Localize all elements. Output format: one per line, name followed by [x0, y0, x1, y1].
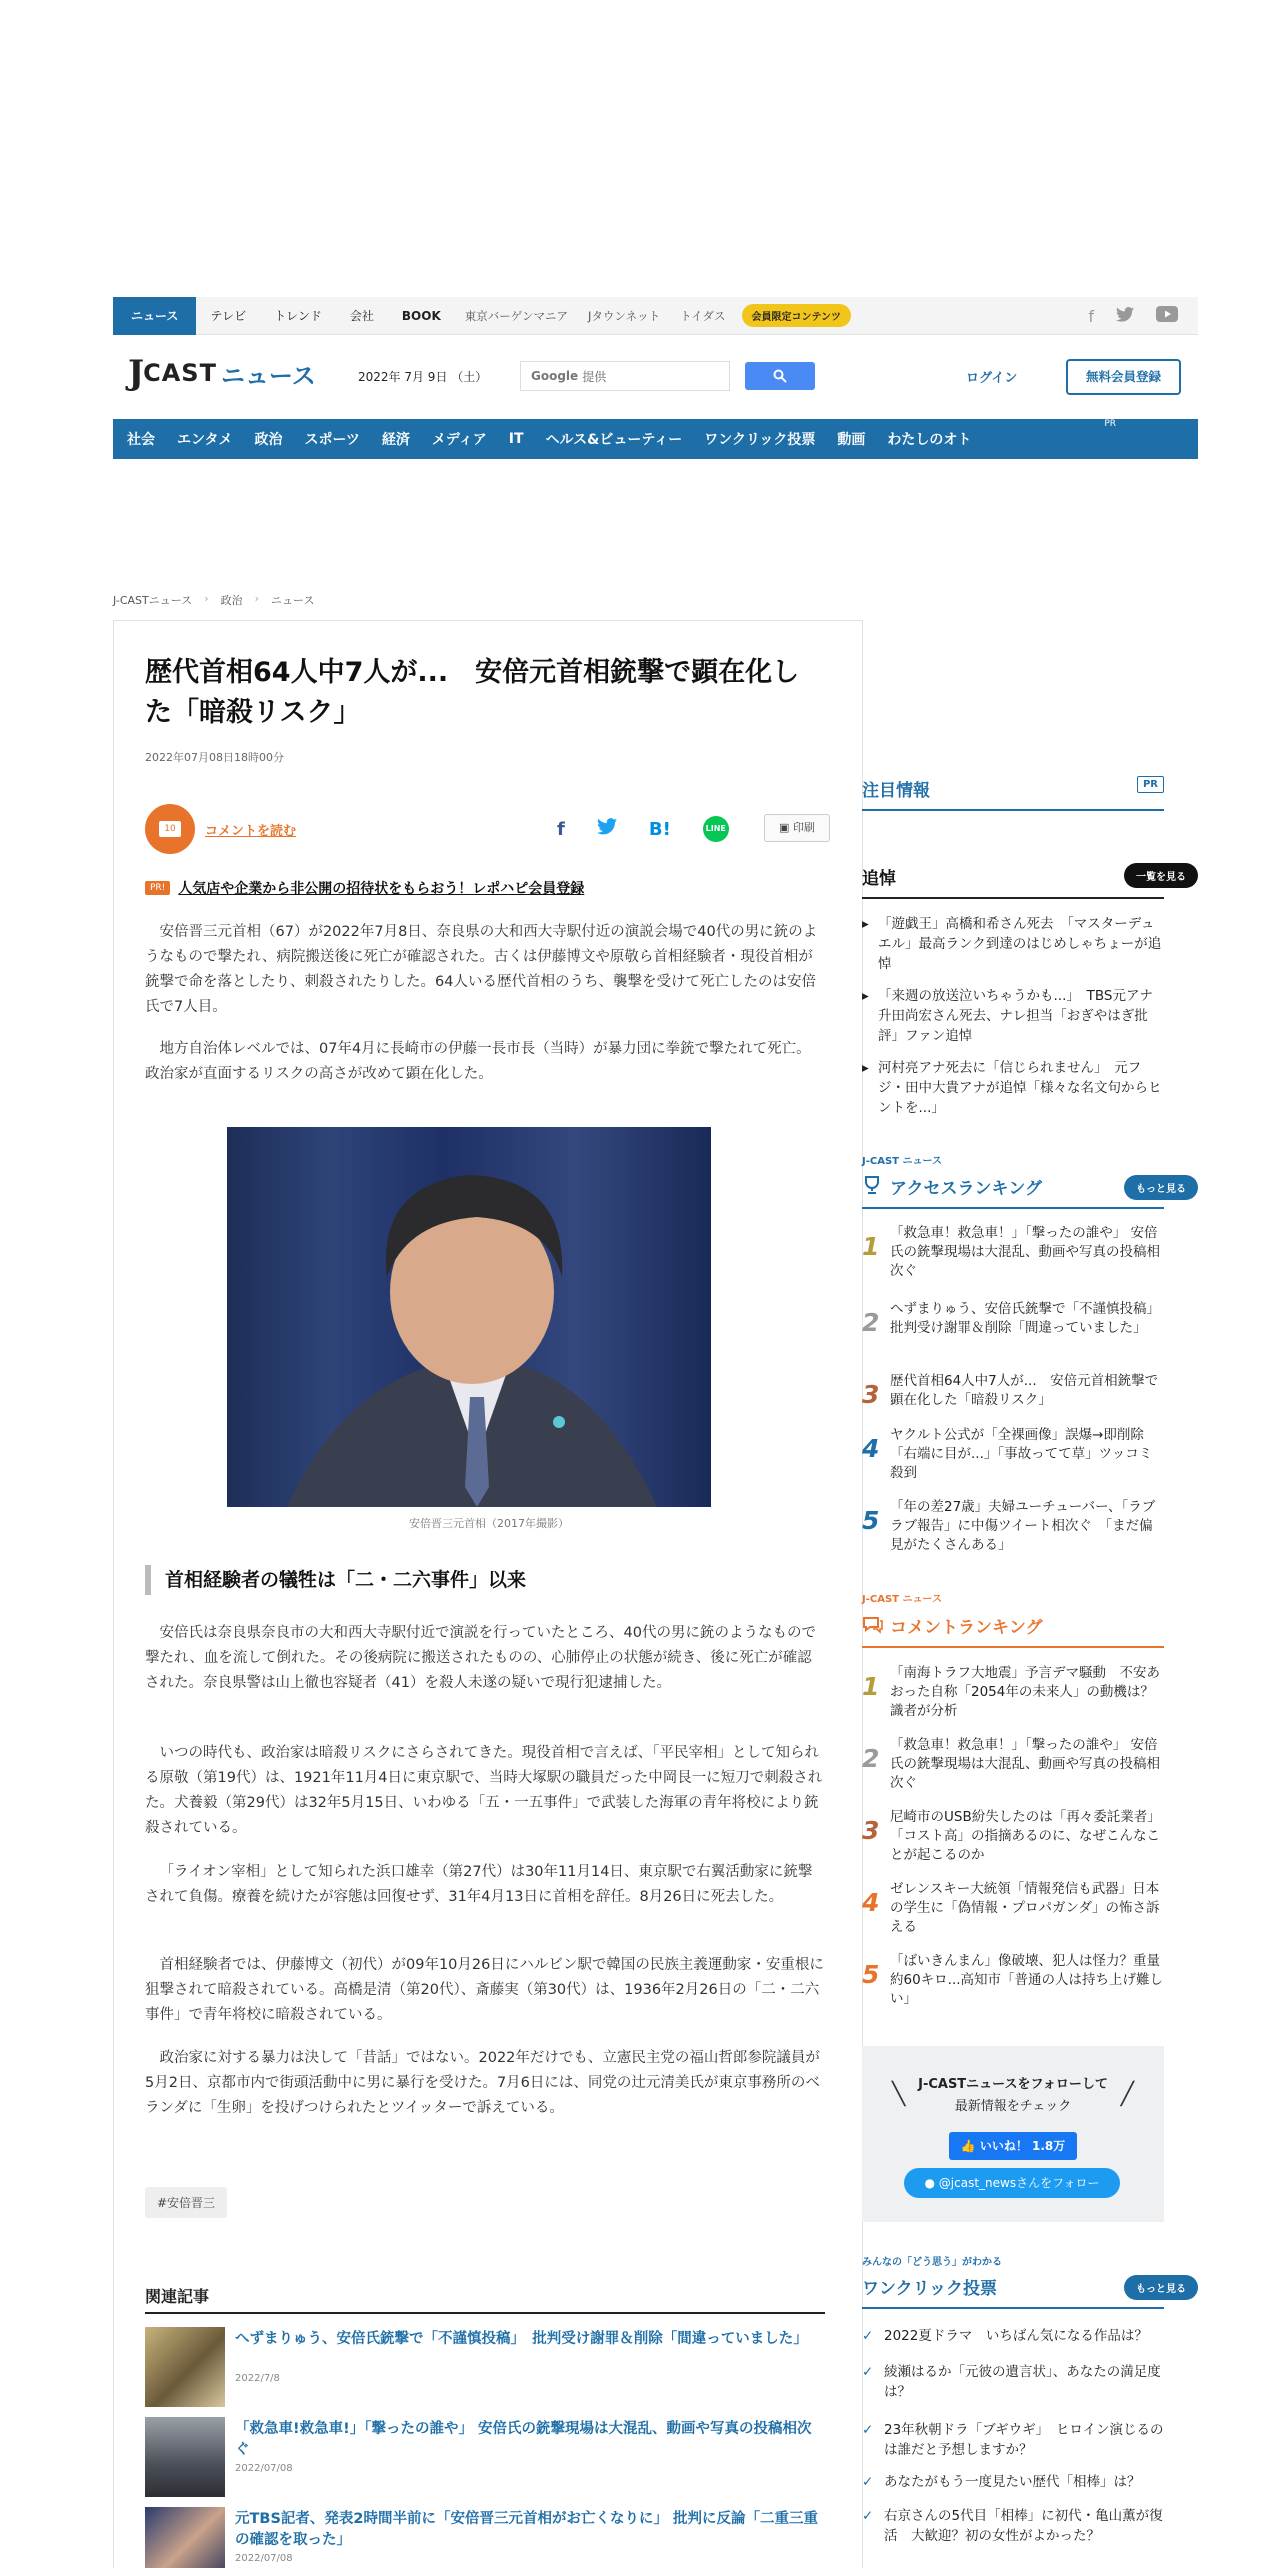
twitter-icon: ● — [924, 2176, 939, 2190]
breadcrumb-news[interactable]: ニュース — [271, 594, 315, 607]
comment-rank-item[interactable]: 4 ゼレンスキー大統領「情報発信も武器」日本の学生に「偽情報・プロパガンダ」の怖さ訴える — [862, 1881, 1160, 1935]
rank-number: 1 — [862, 1672, 880, 1701]
access-ranking-label: J-CAST ニュース — [862, 1156, 942, 1167]
facebook-share-icon[interactable]: f — [557, 818, 565, 840]
category-politics[interactable]: 政治 — [254, 432, 283, 448]
top-nav-jtown[interactable]: Jタウンネット — [588, 308, 661, 323]
article-paragraph: 「ライオン宰相」として知られた浜口雄幸（第27代）は30年11月14日、東京駅で右翼活動家に銃撃されて負傷。療養を続けたが容態は回復せず、31年4月13日に首相を辞任。8月26日に死去した。 — [145, 1864, 813, 1905]
access-rank-item[interactable]: 3 歴代首相64人中7人が... 安倍元首相銃撃で顕在化した「暗殺リスク」 — [862, 1373, 1159, 1409]
related-thumbnail — [145, 2327, 225, 2407]
rank-number: 2 — [862, 1744, 880, 1773]
vote-item[interactable]: ✓ あなたがもう一度見たい歴代「相棒」は？ — [862, 2472, 1164, 2492]
article-paragraph: 安倍晋三元首相（67）が2022年7月8日、奈良県の大和西大寺駅付近の演説会場で40代の男に銃のようなもので撃たれ、病院搬送後に死亡が確認された。古くは伊藤博文や原敬ら首相経験者・現役首相が銃撃で命を落としたり、刺殺されたりした。64人いる歴代首相のうち、襲撃を受けて死亡したのは安倍氏で7人目。 — [145, 924, 818, 1015]
read-comments-link[interactable]: コメントを読む — [205, 824, 297, 839]
category-video[interactable]: 動画 — [837, 432, 866, 448]
related-heading: 関連記事 — [145, 2284, 825, 2314]
article-paragraph: いつの時代も、政治家は暗殺リスクにさらされてきた。現役首相で言えば、「平民宰相」として知られる原敬（第19代）は、1921年11月4日に東京駅で、当時大塚駅の職員だった中岡艮一に短刀で刺殺された。犬養毅（第29代）は32年5月15日、いわゆる「五・一五事件」で武装した海軍の青年将校により銃殺されている。 — [145, 1745, 823, 1836]
access-rank-item[interactable]: 2 へずまりゅう、安倍氏銃撃で「不謹慎投稿」 批判受け謝罪＆削除「間違っていました」 — [862, 1301, 1167, 1337]
article-tag[interactable]: #安倍晋三 — [145, 2187, 227, 2218]
related-title: 元TBS記者、発表2時間半前に「安倍晋三元首相がお亡くなりに」 批判に反論「二重三重の確認を取った」 — [235, 2511, 819, 2548]
related-article[interactable] — [145, 2507, 825, 2568]
follow-text: ╲ ╱ J-CASTニュースをフォローして 最新情報をチェック — [892, 2077, 1134, 2114]
obituary-list-button[interactable]: 一覧を見る — [1124, 863, 1198, 888]
comment-rank-item[interactable]: 2 「救急車！救急車！」「撃ったの誰や」 安倍氏の銃撃現場は大混乱、動画や写真の投稿相次ぐ — [862, 1737, 1160, 1791]
category-one-click-vote[interactable]: ワンクリック投票 — [704, 432, 816, 448]
category-watashi-no-oto[interactable]: わたしのオト — [887, 432, 972, 448]
related-date: 2022/07/08 — [235, 2463, 293, 2474]
related-thumbnail — [145, 2417, 225, 2497]
rank-number: 5 — [862, 1960, 880, 1989]
category-economy[interactable]: 経済 — [381, 432, 410, 448]
access-rank-item[interactable]: 5 「年の差27歳」夫婦ユーチューバー、「ラブラブ報告」に中傷ツイート相次ぐ 「まだ偏見がたくさんある」 — [862, 1499, 1156, 1553]
breadcrumb-home[interactable]: J-CASTニュース — [113, 594, 193, 607]
pr-label: PR — [1104, 419, 1116, 429]
vote-heading: ワンクリック投票 — [862, 2274, 1164, 2309]
print-button[interactable]: ▣ 印刷 — [764, 814, 830, 842]
top-nav-trend[interactable]: トレンド — [274, 308, 322, 323]
printer-icon: ▣ — [779, 821, 793, 834]
related-title: へずまりゅう、安倍氏銃撃で「不謹慎投稿」 批判受け謝罪＆削除「間違っていました」 — [235, 2331, 808, 2347]
featured-pr-badge: PR — [1137, 776, 1164, 793]
rank-number: 5 — [862, 1506, 880, 1535]
pr-banner[interactable] — [145, 878, 584, 898]
related-date: 2022/7/8 — [235, 2373, 280, 2384]
pr-text: 人気店や企業から非公開の招待状をもらおう！レポハピ会員登録 — [178, 881, 585, 897]
comment-rank-item[interactable]: 5 「ばいきんまん」像破壊、犯人は怪力？重量約60キロ...高知市「普通の人は持ち上げ難しい」 — [862, 1953, 1164, 2007]
register-button[interactable]: 無料会員登録 — [1066, 359, 1181, 395]
comment-rank-item[interactable]: 1 「南海トラフ大地震」予言デマ騒動 不安あおった自称「2054年の未来人」の動機は？識者が分析 — [862, 1665, 1160, 1719]
search-input[interactable]: Google 提供 — [520, 361, 730, 391]
category-media[interactable]: メディア — [431, 432, 487, 448]
article-date: 2022年07月08日18時00分 — [145, 751, 284, 764]
current-date: 2022年 7月 9日 （土） — [358, 370, 488, 384]
thumbs-up-icon: 👍 — [960, 2139, 980, 2153]
obituary-item[interactable]: ▸ 河村亮アナ死去に「信じられません」 元フジ・田中大貴アナが追悼「様々な名文句からヒントを...」 — [862, 1058, 1164, 1118]
featured-heading: 注目情報 PR — [862, 776, 1164, 811]
article — [113, 620, 863, 2568]
rank-number: 4 — [862, 1434, 880, 1463]
article-paragraph: 地方自治体レベルでは、07年4月に長崎市の伊藤一長市長（当時）が暴力団に拳銃で撃たれて死亡。政治家が直面するリスクの高さが改めて顕在化した。 — [145, 1041, 811, 1082]
vote-label: みんなの「どう思う」がわかる — [862, 2257, 1002, 2268]
top-nav-tv[interactable]: テレビ — [210, 308, 247, 323]
rank-number: 2 — [862, 1308, 880, 1337]
top-nav-book[interactable]: BOOK — [401, 308, 441, 323]
share-buttons — [557, 816, 729, 842]
article-title: 歴代首相64人中7人が... 安倍元首相銃撃で顕在化した「暗殺リスク」 — [145, 657, 800, 728]
article-paragraph: 首相経験者では、伊藤博文（初代）が09年10月26日にハルビン駅で韓国の民族主義運動家・安重根に狙撃されて暗殺されている。高橋是清（第20代）、斎藤実（第30代）は、1936年2月26日の「二・二六事件」で青年将校に暗殺されている。 — [145, 1957, 824, 2023]
related-article[interactable] — [145, 2417, 825, 2497]
access-ranking-more-button[interactable]: もっと見る — [1124, 1175, 1198, 1200]
top-nav-bargain[interactable]: 東京バーゲンマニア — [464, 308, 569, 323]
related-thumbnail — [145, 2507, 225, 2568]
rank-number: 3 — [862, 1380, 880, 1409]
comment-count: 10 — [159, 821, 181, 837]
vote-more-button[interactable]: もっと見る — [1124, 2275, 1198, 2300]
hatena-bookmark-icon[interactable]: B! — [648, 818, 671, 840]
comment-ranking-heading: コメントランキング — [862, 1613, 1164, 1648]
trophy-icon — [862, 1175, 882, 1195]
obituary-heading: 追悼 — [862, 864, 1164, 899]
category-society[interactable]: 社会 — [127, 432, 155, 448]
speech-bubble-icon — [862, 1614, 884, 1634]
facebook-icon[interactable]: f — [1088, 306, 1094, 326]
rank-number: 4 — [862, 1888, 880, 1917]
follow-box — [862, 2046, 1164, 2222]
related-article[interactable] — [145, 2327, 825, 2407]
obituary-item[interactable]: ▸ 「遊戯王」高橋和希さん死去 「マスターデュエル」最高ランク到達のはじめしゃちょーが追悼 — [862, 914, 1164, 974]
search-button[interactable] — [745, 362, 815, 390]
article-subheading: 首相経験者の犠牲は「二・二六事件」以来 — [145, 1565, 825, 1595]
category-health-beauty[interactable]: ヘルス&ビューティー — [545, 432, 683, 448]
twitter-share-icon[interactable] — [597, 818, 617, 840]
related-title: 「救急車!救急車!」「撃ったの誰や」 安倍氏の銃撃現場は大混乱、動画や写真の投稿相次ぐ — [235, 2421, 812, 2458]
twitter-follow-button[interactable]: ● @jcast_newsさんをフォロー — [904, 2168, 1120, 2198]
article-photo — [227, 1127, 711, 1507]
obituary-item[interactable]: ▸ 「来週の放送泣いちゃうかも...」 TBS元アナ升田尚宏さん死去、ナレ担当「おぎやはぎ批評」ファン追悼 — [862, 986, 1164, 1046]
top-nav-news[interactable]: ニュース — [113, 297, 196, 335]
facebook-like-button[interactable]: 👍 いいね！ 1.8万 — [949, 2132, 1077, 2160]
rank-number: 1 — [862, 1232, 880, 1261]
category-entertainment[interactable]: エンタメ — [177, 432, 233, 448]
article-paragraph: 安倍氏は奈良県奈良市の大和西大寺駅付近で演説を行っていたところ、40代の男に銃のようなもので撃たれ、血を流して倒れた。その後病院に搬送されたものの、心肺停止の状態が続き、後に死亡が確認された。奈良県警は山上徹也容疑者（41）を殺人未遂の疑いで現行犯逮捕した。 — [145, 1625, 816, 1691]
comment-count-badge[interactable] — [145, 804, 195, 854]
comment-ranking-label: J-CAST ニュース — [862, 1594, 942, 1605]
category-sports[interactable]: スポーツ — [304, 432, 360, 448]
member-content-button[interactable]: 会員限定コンテンツ — [742, 304, 852, 327]
access-rank-item[interactable]: 4 ヤクルト公式が「全裸画像」誤爆→即削除「右端に目が...」「事故ってて草」ツッコミ殺到 — [862, 1427, 1153, 1481]
comment-rank-item[interactable]: 3 尼崎市のUSB紛失したのは「再々委託業者」 「コスト高」の指摘あるのに、なぜこんなことが起こるのか — [862, 1809, 1168, 1863]
category-it[interactable]: IT — [508, 431, 524, 447]
article-paragraph: 政治家に対する暴力は決して「昔話」ではない。2022年だけでも、立憲民主党の福山哲郎参院議員が5月2日、京都市内で街頭活動中に男に暴行を受けた。7月6日には、同党の辻元清美氏が東京事務所のベランダに「生卵」を投げつけられたとツイッターで訴えている。 — [145, 2050, 820, 2116]
access-rank-item[interactable]: 1 「救急車！救急車！」「撃ったの誰や」 安倍氏の銃撃現場は大混乱、動画や写真の投稿相次ぐ — [862, 1225, 1160, 1279]
related-date: 2022/07/08 — [235, 2553, 293, 2564]
top-nav-company[interactable]: 会社 — [349, 308, 374, 323]
access-ranking-heading: アクセスランキング — [862, 1174, 1164, 1209]
pr-tag: PR! — [145, 881, 170, 895]
sidebar — [862, 0, 1198, 2568]
login-link[interactable]: ログイン — [966, 371, 1018, 386]
vote-item[interactable]: ✓ 綾瀬はるか「元彼の遺言状」、あなたの満足度は？ — [862, 2362, 1164, 2402]
rank-number: 3 — [862, 1816, 880, 1845]
site-logo[interactable]: J CAST ニュース — [128, 353, 316, 393]
line-share-icon[interactable]: LINE — [703, 816, 729, 842]
top-nav-toidas[interactable]: トイダス — [680, 308, 726, 323]
vote-item[interactable]: ✓ 23年秋朝ドラ「ブギウギ」 ヒロイン演じるのは誰だと予想しますか？ — [862, 2420, 1164, 2460]
breadcrumb-politics[interactable]: 政治 — [220, 594, 243, 607]
search-icon — [773, 369, 787, 383]
breadcrumb: J-CASTニュース › 政治 › ニュース — [113, 592, 315, 607]
photo-caption: 安倍晋三元首相（2017年撮影） — [409, 1517, 569, 1530]
vote-item[interactable]: ✓ 2022夏ドラマ いちばん気になる作品は？ — [862, 2326, 1164, 2346]
vote-item[interactable]: ✓ 右京さんの5代目「相棒」に初代・亀山薫が復活 大歓迎？初の女性がよかった？ — [862, 2506, 1164, 2546]
